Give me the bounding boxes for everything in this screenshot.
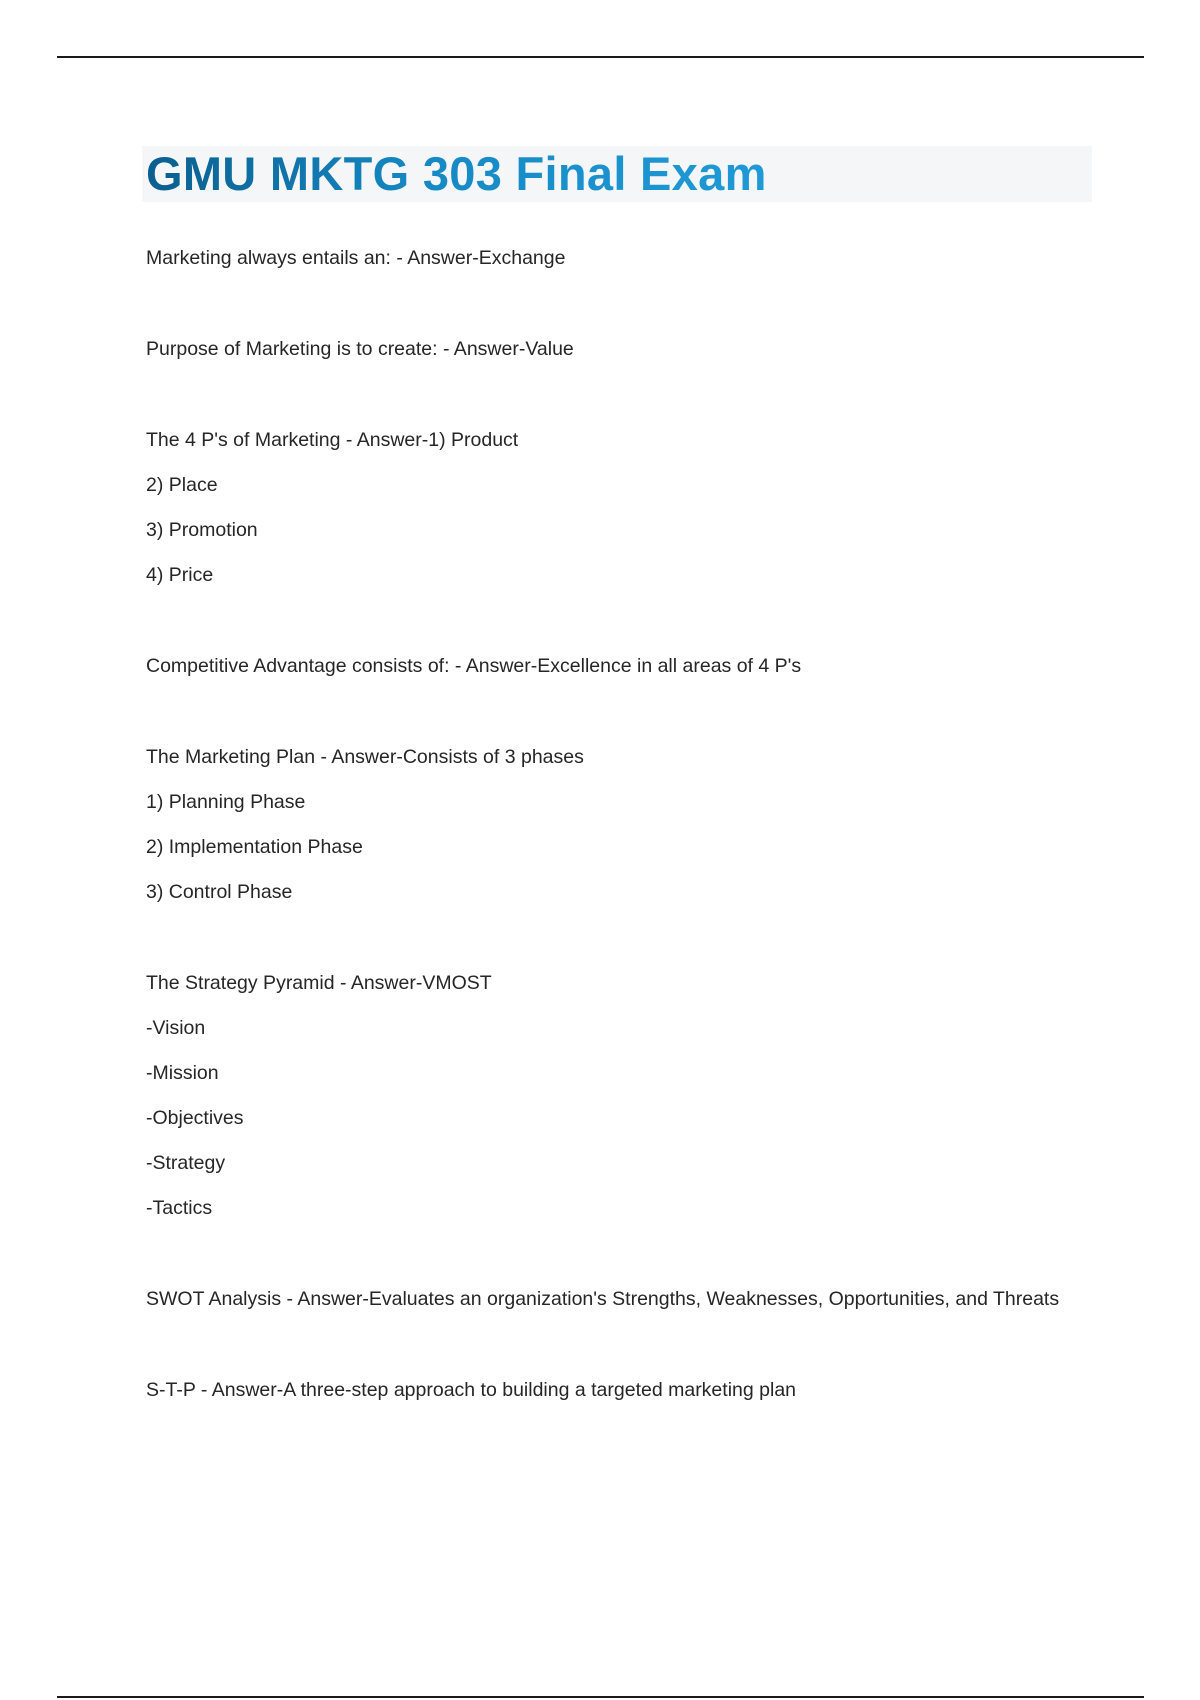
qa-line: 1) Planning Phase xyxy=(146,791,306,813)
qa-item-marketing-plan xyxy=(146,743,1146,906)
qa-item-value xyxy=(146,335,1146,363)
qa-item-4ps xyxy=(146,426,1146,589)
qa-line: Marketing always entails an: - Answer-Exchange xyxy=(146,247,566,269)
qa-line: 4) Price xyxy=(146,564,214,586)
qa-line: The 4 P's of Marketing - Answer-1) Product xyxy=(146,429,519,451)
qa-item-strategy-pyramid xyxy=(146,969,1146,1222)
qa-line: The Strategy Pyramid - Answer-VMOST xyxy=(146,972,492,994)
qa-item-exchange xyxy=(146,244,1146,272)
qa-item-swot xyxy=(146,1285,1146,1313)
qa-line: Competitive Advantage consists of: - Answer-Excellence in all areas of 4 P's xyxy=(146,655,802,677)
qa-line: Purpose of Marketing is to create: - Answer-Value xyxy=(146,338,574,360)
document-title: GMU MKTG 303 Final Exam xyxy=(146,144,767,204)
qa-line: 2) Implementation Phase xyxy=(146,836,363,858)
qa-line: The Marketing Plan - Answer-Consists of 3 phases xyxy=(146,746,584,768)
qa-line: 2) Place xyxy=(146,474,218,496)
qa-line: -Objectives xyxy=(146,1107,244,1129)
page-top-rule xyxy=(57,56,1144,58)
qa-item-competitive-advantage xyxy=(146,652,1146,680)
qa-line: S-T-P - Answer-A three-step approach to building a targeted marketing plan xyxy=(146,1379,797,1401)
qa-line: 3) Promotion xyxy=(146,519,258,541)
page-bottom-rule xyxy=(57,1696,1144,1698)
qa-line: -Vision xyxy=(146,1017,206,1039)
document-body xyxy=(146,244,1146,1404)
qa-line: -Strategy xyxy=(146,1152,226,1174)
qa-line: -Mission xyxy=(146,1062,219,1084)
qa-line: -Tactics xyxy=(146,1197,213,1219)
qa-item-stp xyxy=(146,1376,1146,1404)
qa-line: SWOT Analysis - Answer-Evaluates an organization's Strengths, Weaknesses, Opportunities, and Threats xyxy=(146,1288,1060,1310)
qa-line: 3) Control Phase xyxy=(146,881,293,903)
